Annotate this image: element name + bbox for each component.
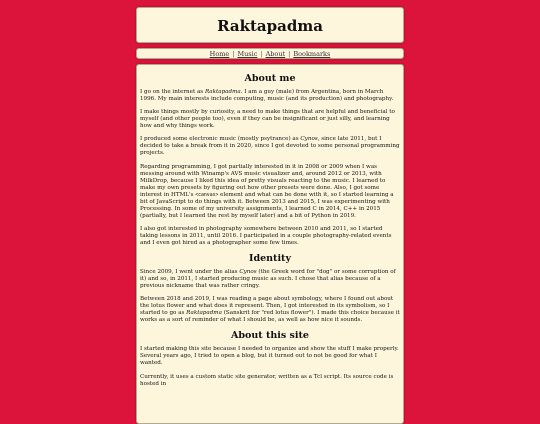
code-snippet: <canvas> bbox=[195, 192, 219, 198]
text: element and what can be done with it, so I started learning a bit of JavaScript to do things with it. Between 2013 and 2015, I was experimenting with Processing. In some of my university assignments, I learned C in 2014, C++ in 2015 (partially, but I learned the rest by myself later) and a bit of Python in 2019. bbox=[140, 191, 394, 219]
text: Regarding programming, I got partially interested in it in 2008 or 2009 when I was messing around with Winamp's AVS music visualizer and, around 2012 or 2013, with MilkDrop, because I liked this idea of pretty visuals reacting to the music. I learned to make my own presets by figuring out how other presets were done. Also, I got some interest in HTML's bbox=[140, 163, 386, 198]
text: I go on the internet as bbox=[140, 89, 205, 95]
alias-emphasis: Raktapadma bbox=[204, 89, 241, 95]
section-heading-identity: Identity bbox=[249, 252, 291, 264]
header-box bbox=[136, 7, 404, 43]
about-me-paragraph-3 bbox=[140, 136, 400, 157]
about-site-paragraph-1: I started making this site because I needed to organize and show the stuff I make properly. Several years ago, I tried to open a blog, but it turned out to not be good for what I wanted. bbox=[140, 346, 399, 367]
nav-link-home[interactable]: Home bbox=[209, 50, 230, 58]
nav-separator: | bbox=[260, 50, 263, 58]
text: , since late 2011, but I decided to take a break from it in 2020, since I got devoted to some personal programming projects. bbox=[140, 136, 400, 157]
about-site-paragraph-2: Currently, it uses a custom static site generator, written as a Tcl script. Its source code is hosted in bbox=[140, 373, 394, 387]
about-me-paragraph-4 bbox=[140, 164, 400, 220]
nav-link-bookmarks[interactable]: Bookmarks bbox=[293, 50, 331, 58]
section-heading-about-site: About this site bbox=[231, 330, 309, 342]
alias-emphasis: Cynos bbox=[300, 136, 318, 143]
identity-paragraph-1 bbox=[140, 269, 400, 290]
nav-link-about[interactable]: About bbox=[265, 50, 286, 58]
section-heading-about-me: About me bbox=[244, 73, 296, 84]
nav-bar bbox=[136, 48, 404, 59]
site-title: Raktapadma bbox=[217, 17, 323, 35]
about-me-paragraph-2: I make things mostly by curiosity, a need to make things that are helpful and beneficial to myself (and other people too), even if they can be insignificant or just silly, and learning how and why things work. bbox=[140, 109, 395, 130]
text: (the Greek word for "dog" or some corruption of it) and so, in 2011, I started producing music as such. I chose that alias because of a previous nickname that was rather cringy. bbox=[140, 268, 396, 289]
about-me-paragraph-5: I also got interested in photography somewhere between 2010 and 2011, so I started taking lessons in 2011, until 2016. I participated in a couple photography-related events and I even got hired as a photographer some few times. bbox=[140, 225, 392, 246]
text: I produced some electronic music (mostly psytrance) as bbox=[140, 136, 301, 143]
nav-separator: | bbox=[288, 50, 291, 58]
main-content bbox=[136, 64, 404, 424]
text: Between 2018 and 2019, I was reading a page about symbology, where I found out about the lotus flower and what does it represent. Then, I got interested in its symbolism, so I started to go as bbox=[140, 296, 394, 317]
nav-links bbox=[137, 49, 403, 60]
text: . I am a guy (male) from Argentina, born in March 1996. My main interests include computing, music (and its production) and photography. bbox=[140, 89, 394, 102]
nav-link-music[interactable]: Music bbox=[237, 50, 258, 58]
text: Since 2009, I went under the alias bbox=[140, 268, 240, 275]
alias-emphasis: Raktapadma bbox=[186, 310, 222, 317]
nav-separator: | bbox=[232, 50, 235, 58]
identity-paragraph-2 bbox=[140, 296, 400, 324]
about-me-paragraph-1 bbox=[140, 89, 400, 103]
alias-emphasis: Cynos bbox=[239, 268, 257, 275]
text: (Sanskrit for "red lotus flower"). I made this choice because it works as a sort of reminder of what I should be, as well as how nice it sounds. bbox=[140, 310, 400, 324]
